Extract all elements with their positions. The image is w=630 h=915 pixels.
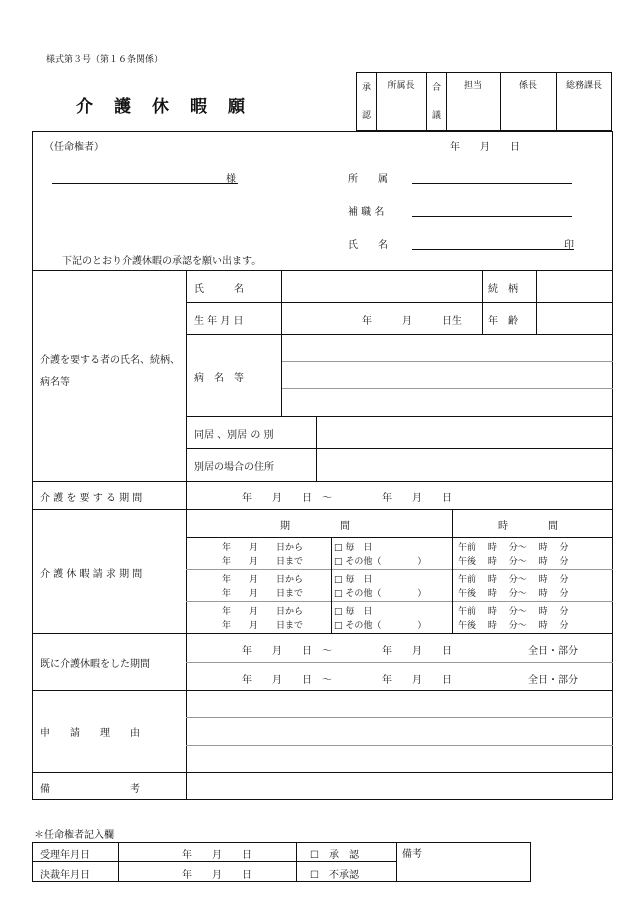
row1-other[interactable]: □ その他（ ） (334, 557, 427, 567)
reason-field[interactable] (187, 691, 612, 771)
header-date: 年 月 日 (450, 142, 520, 153)
received-date[interactable]: 年 月 日 (182, 850, 252, 861)
birth-label: 生 年 月 日 (194, 316, 244, 327)
time-header: 時 間 (498, 521, 558, 532)
care-name-field[interactable] (282, 271, 481, 301)
footer-title: ＊任命権者記入欄 (34, 830, 114, 841)
remarks-label: 備 考 (40, 784, 140, 795)
care-period-value[interactable]: 年 月 日 〜 年 月 日 (242, 493, 452, 504)
row3-pm[interactable]: 午後 時 分〜 時 分 (458, 621, 569, 631)
role-kakaricho: 係長 (518, 81, 537, 91)
row1-am[interactable]: 午前 時 分〜 時 分 (458, 543, 569, 553)
decided-label: 決裁年月日 (40, 870, 90, 881)
consult-1: 合 (432, 83, 442, 93)
appointer-name-line[interactable] (52, 183, 238, 184)
age-field[interactable] (537, 303, 612, 333)
leave-request-label: 介 護 休 暇 請 求 期 間 (40, 569, 143, 580)
period-header: 期 間 (280, 521, 350, 532)
footer-remarks-label: 備考 (402, 849, 422, 860)
hoshoku-label: 補 職 名 (348, 207, 385, 218)
row3-daily[interactable]: □ 毎 日 (334, 607, 373, 617)
approval-side-2: 認 (362, 111, 372, 121)
seal-mark: 印 (564, 240, 574, 251)
remarks-field[interactable] (187, 773, 612, 799)
shimei-line[interactable] (412, 249, 574, 250)
sama-label: 様 (226, 174, 236, 185)
row2-pm[interactable]: 午後 時 分〜 時 分 (458, 589, 569, 599)
decided-date[interactable]: 年 月 日 (182, 870, 252, 881)
row3-to[interactable]: 年 月 日まで (222, 621, 304, 631)
role-somu-kacho: 総務課長 (565, 81, 602, 91)
care-person-section-label: 介護を要する者の氏名、続柄、病名等 (40, 355, 180, 388)
shimei-label: 氏 名 (348, 240, 388, 251)
past-leave-label: 既に介護休暇をした期間 (40, 659, 150, 670)
page-title: 介 護 休 暇 願 (76, 97, 247, 117)
past-leave-type-2[interactable]: 全日・部分 (528, 675, 578, 686)
role-shozokucho: 所属長 (387, 81, 415, 91)
row3-from[interactable]: 年 月 日から (222, 607, 304, 617)
row1-pm[interactable]: 午後 時 分〜 時 分 (458, 557, 569, 567)
row2-from[interactable]: 年 月 日から (222, 575, 304, 585)
row1-from[interactable]: 年 月 日から (222, 543, 304, 553)
row2-to[interactable]: 年 月 日まで (222, 589, 304, 599)
past-leave-range-2[interactable]: 年 月 日 〜 年 月 日 (242, 675, 452, 686)
request-text: 下記のとおり介護休暇の承認を願い出ます。 (62, 256, 262, 267)
received-label: 受理年月日 (40, 850, 90, 861)
living-field[interactable] (317, 417, 612, 447)
row1-daily[interactable]: □ 毎 日 (334, 543, 373, 553)
address-label: 別居の場合の住所 (194, 462, 274, 473)
row1-to[interactable]: 年 月 日まで (222, 557, 304, 567)
footer-table (32, 842, 531, 882)
past-leave-type-1[interactable]: 全日・部分 (528, 646, 578, 657)
hoshoku-line[interactable] (412, 216, 572, 217)
consult-2: 議 (432, 111, 442, 121)
approval-side-1: 承 (362, 83, 372, 93)
row2-other[interactable]: □ その他（ ） (334, 589, 427, 599)
living-label: 同居 、別居 の 別 (194, 430, 274, 441)
row3-am[interactable]: 午前 時 分〜 時 分 (458, 607, 569, 617)
reason-label: 申 請 理 由 (40, 728, 140, 739)
row2-daily[interactable]: □ 毎 日 (334, 575, 373, 585)
approve-checkbox[interactable]: ☐ 承 認 (310, 850, 359, 861)
care-name-label: 氏 名 (194, 284, 244, 295)
disease-label: 病 名 等 (194, 373, 244, 384)
appointer-label: （任命権者） (44, 142, 104, 153)
row2-am[interactable]: 午前 時 分〜 時 分 (458, 575, 569, 585)
address-field[interactable] (317, 449, 612, 480)
form-number: 様式第３号（第１６条関係） (46, 55, 164, 65)
age-label: 年 齢 (488, 316, 518, 327)
reject-checkbox[interactable]: ☐ 不承認 (310, 870, 359, 881)
relation-field[interactable] (537, 271, 612, 301)
past-leave-range-1[interactable]: 年 月 日 〜 年 月 日 (242, 646, 452, 657)
role-tanto: 担当 (463, 81, 482, 91)
shozoku-label: 所 属 (348, 174, 388, 185)
relation-label: 続 柄 (488, 284, 518, 295)
shozoku-line[interactable] (412, 183, 572, 184)
row3-other[interactable]: □ その他（ ） (334, 621, 427, 631)
birth-value[interactable]: 年 月 日生 (362, 316, 462, 327)
disease-field[interactable] (282, 335, 612, 415)
care-period-label: 介 護 を 要 す る 期 間 (40, 493, 143, 504)
